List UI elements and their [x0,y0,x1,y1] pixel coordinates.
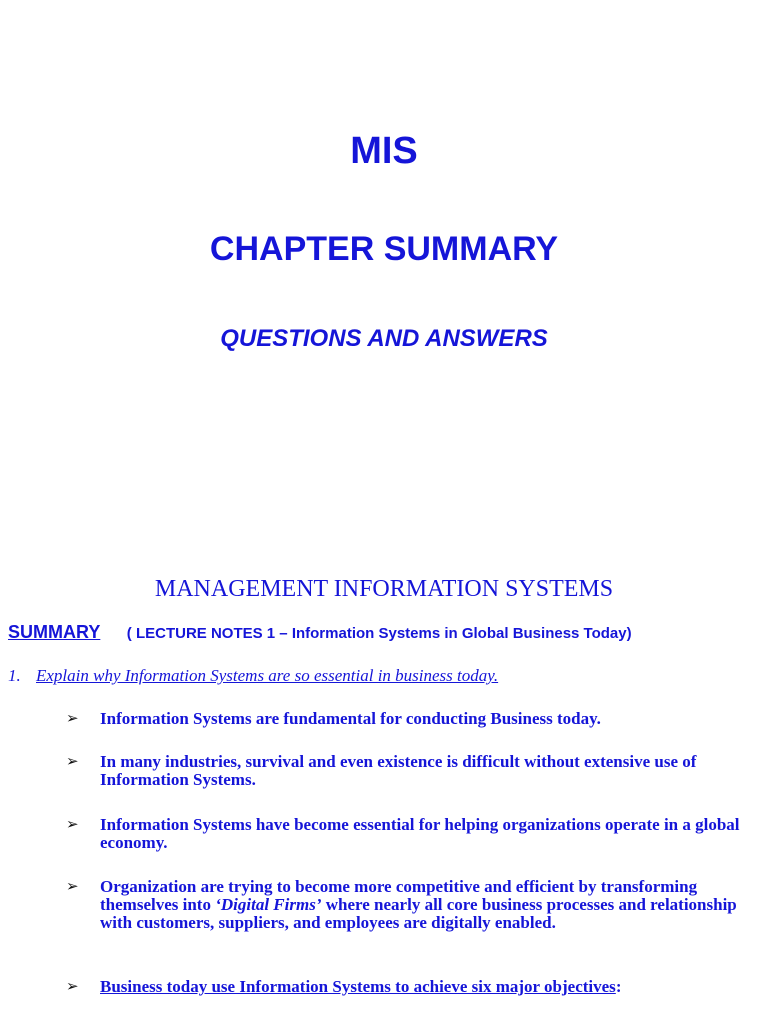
arrowhead-bullet-icon: ➢ [66,709,79,727]
list-item [66,878,758,932]
list-item-text [100,878,758,932]
list-item-text: Information Systems have become essential for helping organizations operate in a global economy. [100,815,740,852]
list-item-text-part: where nearly all core business processes and relationship with customers, suppliers, and employees are digitally enabled. [100,895,737,932]
question-number: 1. [8,666,21,685]
question-text: Explain why Information Systems are so essential in business today. [36,666,499,685]
arrowhead-bullet-icon: ➢ [66,977,79,995]
list-item [66,978,758,996]
arrowhead-bullet-icon: ➢ [66,815,79,833]
cover-title: MIS [350,130,418,172]
section-heading: MANAGEMENT INFORMATION SYSTEMS [154,576,614,602]
summary-label: SUMMARY [8,622,101,642]
cover-subtitle: CHAPTER SUMMARY [209,230,559,268]
list-item [66,753,758,789]
list-item-text-part: Organization are trying to become more competitive and efficient by transforming themselves into [100,877,698,914]
objectives-text: Business today use Information Systems to achieve six major objectives [100,977,616,996]
arrowhead-bullet-icon: ➢ [66,877,79,895]
cover-tagline: QUESTIONS AND ANSWERS [220,325,548,352]
lecture-note: ( LECTURE NOTES 1 – Information Systems in Global Business Today) [126,625,632,642]
objectives-colon: : [615,977,622,996]
question-1 [8,666,498,686]
list-item-text: Information Systems are fundamental for conducting Business today. [100,709,601,728]
arrowhead-bullet-icon: ➢ [66,752,79,770]
list-item [66,710,758,728]
digital-firms-emphasis: ‘Digital Firms’ [215,895,322,914]
list-item-text [100,978,758,996]
list-item [66,816,758,852]
summary-line [8,622,632,643]
list-item-text: In many industries, survival and even existence is difficult without extensive use of Information Systems. [100,752,697,789]
